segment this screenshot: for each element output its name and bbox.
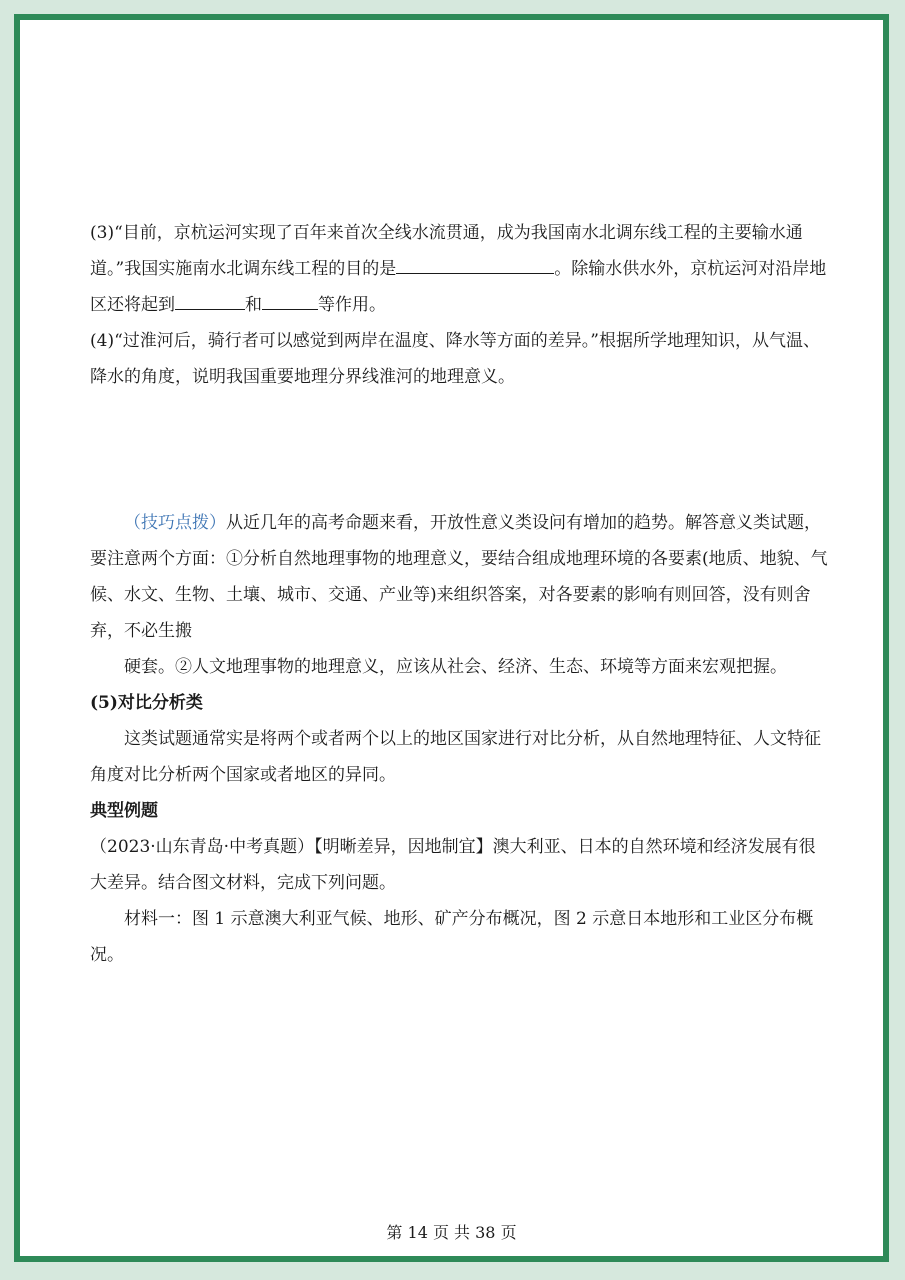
- page-number: 第 14 页 共 38 页: [386, 1223, 517, 1242]
- q3-text-1: (3)“目前，京杭运河实现了百年来首次全线水流贯通，成为我国南水北调东线工程的主要输水通道。”我国实施南水北调东线工程的目的是: [90, 223, 803, 279]
- question-4: (4)“过淮河后，骑行者可以感觉到两岸在温度、降水等方面的差异。”根据所学地理知识，从气温、降水的角度，说明我国重要地理分界线淮河的地理意义。: [90, 331, 820, 387]
- q3-text-4: 等作用。: [318, 295, 386, 315]
- example-material: 材料一：图 1 示意澳大利亚气候、地形、矿产分布概况，图 2 示意日本地形和工业区分布概况。: [90, 909, 814, 965]
- example-heading: 典型例题: [90, 801, 158, 821]
- page-content: [90, 215, 830, 973]
- tip-label: （技巧点拨）: [124, 513, 226, 533]
- section-5-heading: (5)对比分析类: [90, 693, 203, 713]
- example-intro: （2023·山东青岛·中考真题）【明晰差异，因地制宜】澳大利亚、日本的自然环境和经济发展有很大差异。结合图文材料，完成下列问题。: [90, 837, 816, 893]
- q3-text-3: 和: [245, 295, 262, 315]
- answer-space: [90, 395, 830, 505]
- answer-blank-2[interactable]: [175, 287, 245, 310]
- page-frame: [14, 14, 889, 1262]
- answer-blank-1[interactable]: [396, 251, 554, 274]
- tip-text: 从近几年的高考命题来看，开放性意义类设问有增加的趋势。解答意义类试题，要注意两个方面：①分析自然地理事物的地理意义，要结合组成地理环境的各要素(地质、地貌、气候、水文、生物、土壤、城市、交通、产业等)来组织答案，对各要素的影响有则回答，没有则舍弃，不必生搬: [90, 513, 828, 641]
- q3-text-2: 。除输水供水外，京杭运河对沿岸地区还将起到: [90, 259, 827, 315]
- tip-paragraph: [90, 505, 830, 649]
- tip-continuation: 硬套。②人文地理事物的地理意义，应该从社会、经济、生态、环境等方面来宏观把握。: [124, 657, 787, 677]
- section-5-body: 这类试题通常实是将两个或者两个以上的地区国家进行对比分析，从自然地理特征、人文特征角度对比分析两个国家或者地区的异同。: [90, 729, 821, 785]
- answer-blank-3[interactable]: [262, 287, 318, 310]
- question-3: [90, 215, 830, 323]
